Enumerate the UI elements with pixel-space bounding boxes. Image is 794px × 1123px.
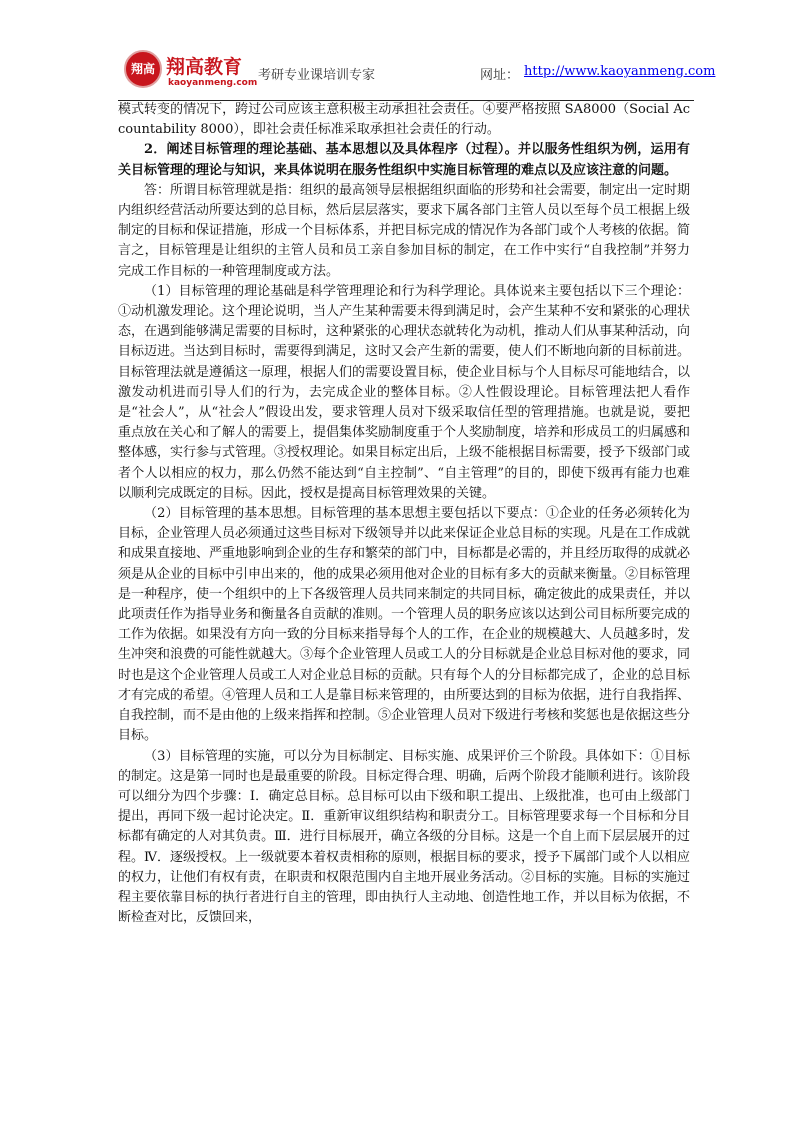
paragraph-basic-idea: （2）目标管理的基本思想。目标管理的基本思想主要包括以下要点：①企业的任务必须转化为目标，企业管理人员必须通过这些目标对下级领导并以此来保证企业总目标的实现。凡是在工作成就和成果直接地、严重地影响到企业的生存和繁荣的部门中，目标都是必需的，并且经历取得的成就必须是从企业的目标中引申出来的，他的成果必须用他对企业的目标有多大的贡献来衡量。②目标管理是一种程序，使一个组织中的上下各级管理人员共同来制定的共同目标，确定彼此的成果责任，并以此项责任作为指导业务和衡量各自贡献的准则。一个管理人员的职务应该以达到公司目标所要完成的工作为依据。如果没有方向一致的分目标来指导每个人的工作，在企业的规模越大、人员越多时，发生冲突和浪费的可能性就越大。③每个企业管理人员或工人的分目标就是企业总目标对他的要求，同时也是这个企业管理人员或工人对企业总目标的贡献。只有每个人的分目标都完成了，企业的总目标才有完成的希望。④管理人员和工人是靠目标来管理的，由所要达到的目标为依据，进行自我指挥、自我控制，而不是由他的上级来指挥和控制。⑤企业管理人员对下级进行考核和奖惩也是依据这些分目标。	[118, 506, 691, 744]
brand-name: 翔高教育	[166, 56, 243, 78]
paragraph-implementation: （3）目标管理的实施，可以分为目标制定、目标实施、成果评价三个阶段。具体如下：①目标的制定。这是第一同时也是最重要的阶段。目标定得合理、明确，后两个阶段才能顺利进行。该阶段可以细分为四个步骤：Ⅰ．确定总目标。总目标可以由下级和职工提出、上级批准，也可由上级部门提出，再同下级一起讨论决定。Ⅱ．重新审议组织结构和职责分工。目标管理要求每一个目标和分目标都有确定的人对其负责。Ⅲ．进行目标展开，确立各级的分目标。这是一个自上而下层层展开的过程。Ⅳ．逐级授权。上一级就要本着权责相称的原则，根据目标的要求，授予下属部门或个人以相应的权力，让他们有权有责，在职责和权限范围内自主地开展业务活动。②目标的实施。目标的实施过程主要依靠目标的执行者进行自主的管理，即由执行人主动地、创造性地工作，并以目标为依据，不断检查对比，反馈回来，	[118, 748, 691, 926]
logo-seal-text: 翔高	[130, 62, 155, 76]
site-link[interactable]: http://www.kaoyanmeng.com	[524, 64, 716, 79]
question-heading: 2．阐述目标管理的理论基础、基本思想以及具体程序（过程）。并以服务性组织为例，运用有关目标管理的理论与知识，来具体说明在服务性组织中实施目标管理的难点以及应该注意的问题。	[118, 142, 690, 178]
paragraph-theory-basis: （1）目标管理的理论基础是科学管理理论和行为科学理论。具体说来主要包括以下三个理论：①动机激发理论。这个理论说明，当人产生某种需要未得到满足时，会产生某种不安和紧张的心理状态，在遇到能够满足需要的目标时，这种紧张的心理状态就转化为动机，推动人们从事某种活动，向目标迈进。当达到目标时，需要得到满足，这时又会产生新的需要，使人们不断地向新的目标前进。目标管理法就是遵循这一原理，根据人们的需要设置目标，使企业目标与个人目标尽可能地结合，以激发动机进而引导人们的行为，去完成企业的整体目标。②人性假设理论。目标管理法把人看作是“社会人”，从“社会人”假设出发，要求管理人员对下级采取信任型的管理措施。也就是说，要把重点放在关心和了解人的需要上，提倡集体奖励制度重于个人奖励制度，培养和形成员工的归属感和整体感，实行参与式管理。③授权理论。如果目标定出后，上级不能根据目标需要，授予下级部门或者个人以相应的权力，那么仍然不能达到“自主控制”、“自主管理”的目的，即使下级再有能力也难以顺利完成既定的目标。因此，授权是提高目标管理效果的关键。	[118, 283, 691, 501]
header-tagline: 考研专业课培训专家	[258, 68, 376, 83]
site-label: 网址：	[480, 68, 520, 83]
logo-seal-icon	[124, 50, 162, 88]
document-body	[118, 100, 690, 928]
brand-url: kaoyanmeng.com	[168, 78, 258, 88]
paragraph-continued: 模式转变的情况下，跨过公司应该主意积极主动承担社会责任。④要严格按照 SA8000（Social Accountability 8000），即社会责任标准采取承担社会责任的行动。	[118, 102, 690, 138]
page-header	[118, 40, 716, 101]
answer-intro: 答：所谓目标管理就是指：组织的最高领导层根据组织面临的形势和社会需要，制定出一定时期内组织经营活动所要达到的总目标，然后层层落实，要求下属各部门主管人员以至每个员工根据上级制定的目标和保证措施，形成一个目标体系，并把目标完成的情况作为各部门或个人考核的依据。简言之，目标管理是让组织的主管人员和员工亲自参加目标的制定，在工作中实行“自我控制”并努力完成工作目标的一种管理制度或方法。	[118, 182, 691, 279]
